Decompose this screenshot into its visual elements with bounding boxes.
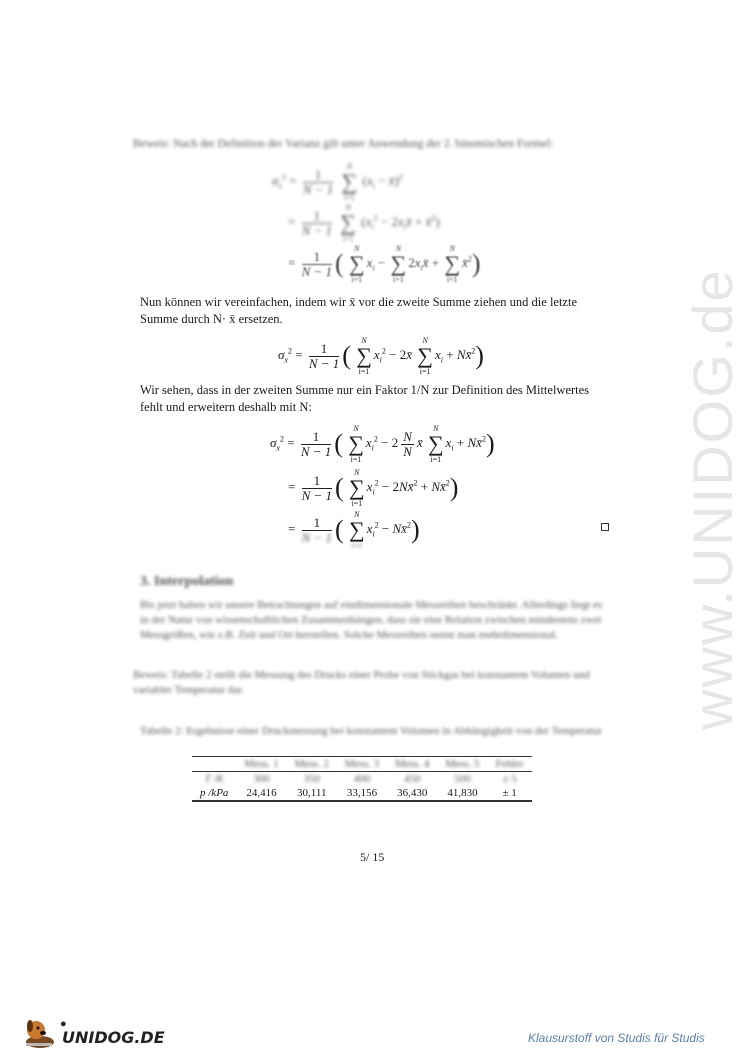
table-cell: 24,416: [246, 787, 277, 799]
table-cell: p /kPa: [200, 787, 229, 799]
proof-intro: Beweis: Nach der Definition der Varianz gilt unter Anwendung der 2. binomischen Formel:: [133, 138, 554, 150]
table-cell: ± 5: [502, 773, 517, 785]
equation-simplified: $\sigma_x^2$ = $\frac{1}{N - 1}$ ( N ∑ i=1 $x_i^2$ − 2x̄ N ∑ i=1 $x_i$ + Nx̄$^2$): [278, 336, 484, 376]
table-cell: 400: [353, 773, 371, 785]
table-cell: 300: [253, 773, 270, 785]
table-row: [192, 786, 532, 801]
logo-text: UNIDOG.DE: [62, 1028, 165, 1047]
equation-variance-3: = $\frac{1}{N - 1}$ ( N ∑ i=1 $x_i$ − N ∑ i=1 $2x_ix̄$ + N ∑ i=1 x̄$^2$): [288, 244, 481, 284]
logo[interactable]: [22, 1016, 165, 1050]
equation-variance-1: $\sigma_x^2$ = $\frac{1}{N - 1}$ N ∑ i=1 ($x_i$ − x̄)$^2$: [272, 162, 403, 202]
example-text: Beweis: Tabelle 2 stellt die Messung des Drucks einer Probe von Stickgas bei konstantem Volumen und variabler Temperatur dar.: [133, 669, 590, 696]
table-cell: 36,430: [397, 787, 428, 799]
watermark: www.UNIDOG.de: [681, 268, 744, 730]
paragraph-factor: Wir sehen, dass in der zweiten Summe nur ein Faktor 1/N zur Definition des Mittelwertes fehlt und erweitern deshalb mit N:: [140, 383, 590, 414]
page-number: 5/ 15: [360, 850, 385, 864]
table-cell: 500: [454, 773, 471, 785]
table-caption: Tabelle 2: Ergebnisse einer Druckmessung bei konstantem Volumen in Abhängigkeit von der Temperatur: [140, 725, 602, 737]
table-cell: 33,156: [346, 787, 378, 799]
table-cell: T /K: [204, 773, 224, 785]
table-header-cell: Mess. 3: [344, 758, 380, 770]
table-header-row: [192, 757, 532, 772]
table-header-cell: Mess. 1: [244, 758, 279, 770]
section-heading: 3. Interpolation: [140, 574, 234, 589]
equation-extended-2: = $\frac{1}{N - 1}$ ( N ∑ i=1 $x_i^2$ − 2Nx̄$^2$ + Nx̄$^2$): [288, 468, 459, 508]
table-cell: 30,111: [297, 787, 327, 799]
data-table: [192, 756, 532, 802]
paragraph-simplify: Nun können wir vereinfachen, indem wir x̄ vor die zweite Summe ziehen und die letzte Summe durch N· x̄ ersetzen.: [140, 295, 578, 326]
table-cell: 41,830: [447, 787, 478, 799]
table-header-cell: Mess. 5: [445, 758, 480, 770]
table-cell: ± 1: [502, 787, 517, 799]
equation-extended-3: = $\frac{1}{N - 1}$ ( N ∑ i=1 $x_i^2$ − Nx̄$^2$): [288, 510, 420, 550]
table-header-cell: [192, 757, 236, 772]
paw-icon: ●: [60, 1018, 67, 1030]
dog-mascot-icon: [22, 1016, 58, 1050]
table-row: [192, 772, 532, 787]
equation-variance-2: = $\frac{1}{N - 1}$ N ∑ i=1 ($x_i^2$ − $2x_ix̄$ + x̄$^2$): [288, 203, 440, 243]
footer-tagline: Klausurstoff von Studis für Studis: [528, 1031, 705, 1045]
table-header-cell: Fehler: [495, 758, 524, 770]
table-cell: 350: [303, 773, 321, 785]
qed-square-icon: [601, 523, 609, 531]
table-cell: 450: [403, 773, 421, 785]
section-text: Bis jetzt haben wir unsere Betrachtungen auf eindimensionale Messreihen beschränkt. Allerdings liegt es in der Natur von wissenschaftlichen Zusammenhängen, dass sie eine Relation zwischen mindestens zwei Messgrößen, wie z.B. Zeit und Ort herstellen. Solche Messreihen nennt man mehrdimensional.: [140, 599, 603, 641]
table-header-cell: Mess. 2: [294, 758, 329, 770]
table-header-cell: Mess. 4: [395, 758, 430, 770]
equation-extended-1: $\sigma_x^2$ = $\frac{1}{N - 1}$ ( N ∑ i=1 $x_i^2 - 2$ $\frac{N}{N}$ x̄ N ∑ i=1 $x_i$ + Nx̄$^2$): [270, 424, 495, 464]
